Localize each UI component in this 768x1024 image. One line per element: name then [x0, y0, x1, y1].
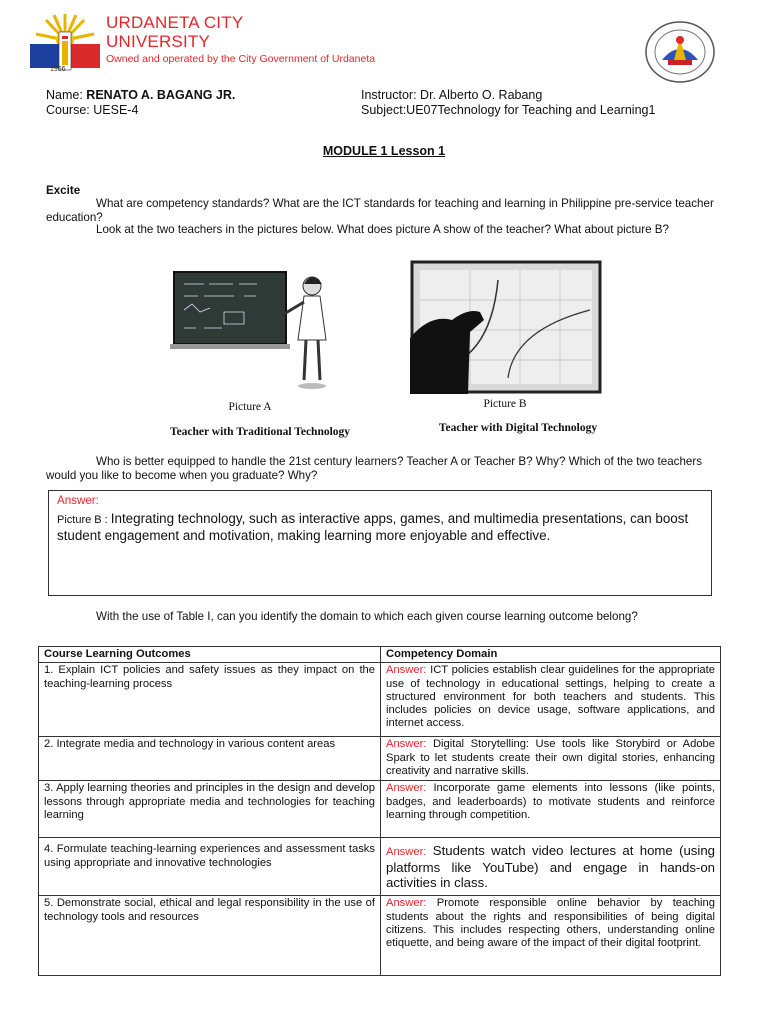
course: Course: UESE-4	[46, 103, 139, 117]
table-row	[39, 896, 721, 976]
domain-cell[interactable]	[381, 737, 721, 781]
domain-cell[interactable]	[381, 663, 721, 737]
excite-question-1: What are competency standards? What are the ICT standards for teaching and learning in Philippine pre-service teacher education?	[46, 197, 714, 224]
table-row	[39, 838, 721, 896]
answer-content	[49, 511, 711, 544]
picture-b-label: Picture B	[483, 398, 527, 410]
answer-text: Integrating technology, such as interactive apps, games, and multimedia presentations, can boost student engagement and motivation, making learning more enjoyable and effective.	[57, 511, 689, 543]
table-row	[39, 663, 721, 737]
name-label: Name:	[46, 88, 87, 102]
answer-label: Answer:	[386, 782, 427, 795]
module-title: MODULE 1 Lesson 1	[322, 144, 446, 158]
answer-prefix: Picture B :	[57, 514, 111, 526]
logo-year: 1966	[50, 66, 66, 73]
name-value: RENATO A. BAGANG JR.	[86, 88, 236, 102]
domain-answer: ICT policies establish clear guidelines for the appropriate use of technology in educational settings, helping to create a structured environment for both teachers and students. This includes policies on device usage, software applications, and internet access.	[386, 664, 715, 730]
picture-b-image	[410, 260, 602, 394]
answer-label: Answer:	[386, 664, 427, 677]
picture-b-caption: Teacher with Digital Technology	[438, 422, 598, 434]
answer-box[interactable]	[48, 490, 712, 596]
subject: Subject:UE07Technology for Teaching and Learning1	[361, 103, 656, 117]
outcome-cell: 2. Integrate media and technology in various content areas	[39, 737, 381, 781]
table-row	[39, 737, 721, 781]
domain-cell[interactable]	[381, 781, 721, 838]
domain-cell[interactable]	[381, 838, 721, 896]
university-name-line2: UNIVERSITY	[106, 32, 211, 51]
domain-answer: Promote responsible online behavior by teaching students about the rights and responsibilities of being digital citizens. This includes respecting others, understanding online etiquette, and being aware of the impact of their digital footprint.	[386, 897, 715, 950]
header-domain: Competency Domain	[381, 647, 721, 663]
outcome-cell: 5. Demonstrate social, ethical and legal responsibility in the use of technology tools and resources	[39, 896, 381, 976]
university-subtitle: Owned and operated by the City Government of Urdaneta	[106, 53, 376, 65]
answer-label: Answer:	[386, 846, 427, 859]
answer-label: Answer:	[386, 897, 427, 910]
domain-cell[interactable]	[381, 896, 721, 976]
table-intro: With the use of Table I, can you identify the domain to which each given course learning outcome belong?	[96, 610, 638, 623]
domain-answer: Digital Storytelling: Use tools like Storybird or Adobe Spark to let students create their own digital stories, enhancing creativity and narrative skills.	[386, 738, 715, 777]
picture-a-image	[154, 262, 354, 397]
outcome-cell: 1. Explain ICT policies and safety issues as they impact on the teaching-learning process	[39, 663, 381, 737]
university-logo	[26, 10, 104, 76]
instructor: Instructor: Dr. Alberto O. Rabang	[361, 88, 543, 102]
table-header-row	[39, 647, 721, 663]
university-name	[106, 13, 243, 51]
student-name	[46, 87, 235, 103]
table-row	[39, 781, 721, 838]
university-seal-icon	[644, 20, 716, 84]
outcome-cell: 4. Formulate teaching-learning experiences and assessment tasks using appropriate and innovative technologies	[39, 838, 381, 896]
question-2: Who is better equipped to handle the 21st century learners? Teacher A or Teacher B? Why? Which of the two teachers would you like to become when you graduate? Why?	[46, 455, 703, 482]
domain-answer: Incorporate game elements into lessons (like points, badges, and leaderboards) to motivate students and reinforce learning through competition.	[386, 782, 715, 821]
outcome-cell: 3. Apply learning theories and principles in the design and develop lessons through appropriate media and technologies for teaching learning	[39, 781, 381, 838]
answer-label: Answer:	[57, 494, 99, 507]
header-outcomes: Course Learning Outcomes	[39, 647, 381, 663]
outcomes-table	[38, 646, 721, 976]
picture-a-caption: Teacher with Traditional Technology	[169, 426, 351, 438]
excite-heading: Excite	[46, 184, 81, 197]
answer-label: Answer:	[386, 738, 427, 751]
domain-answer: Students watch video lectures at home (using platforms like YouTube) and engage in hands-on activities in class.	[386, 843, 715, 891]
excite-question-2: Look at the two teachers in the pictures below. What does picture A show of the teacher? What about picture B?	[96, 223, 669, 236]
university-name-line1: URDANETA CITY	[106, 13, 244, 32]
picture-a-label: Picture A	[228, 401, 272, 413]
